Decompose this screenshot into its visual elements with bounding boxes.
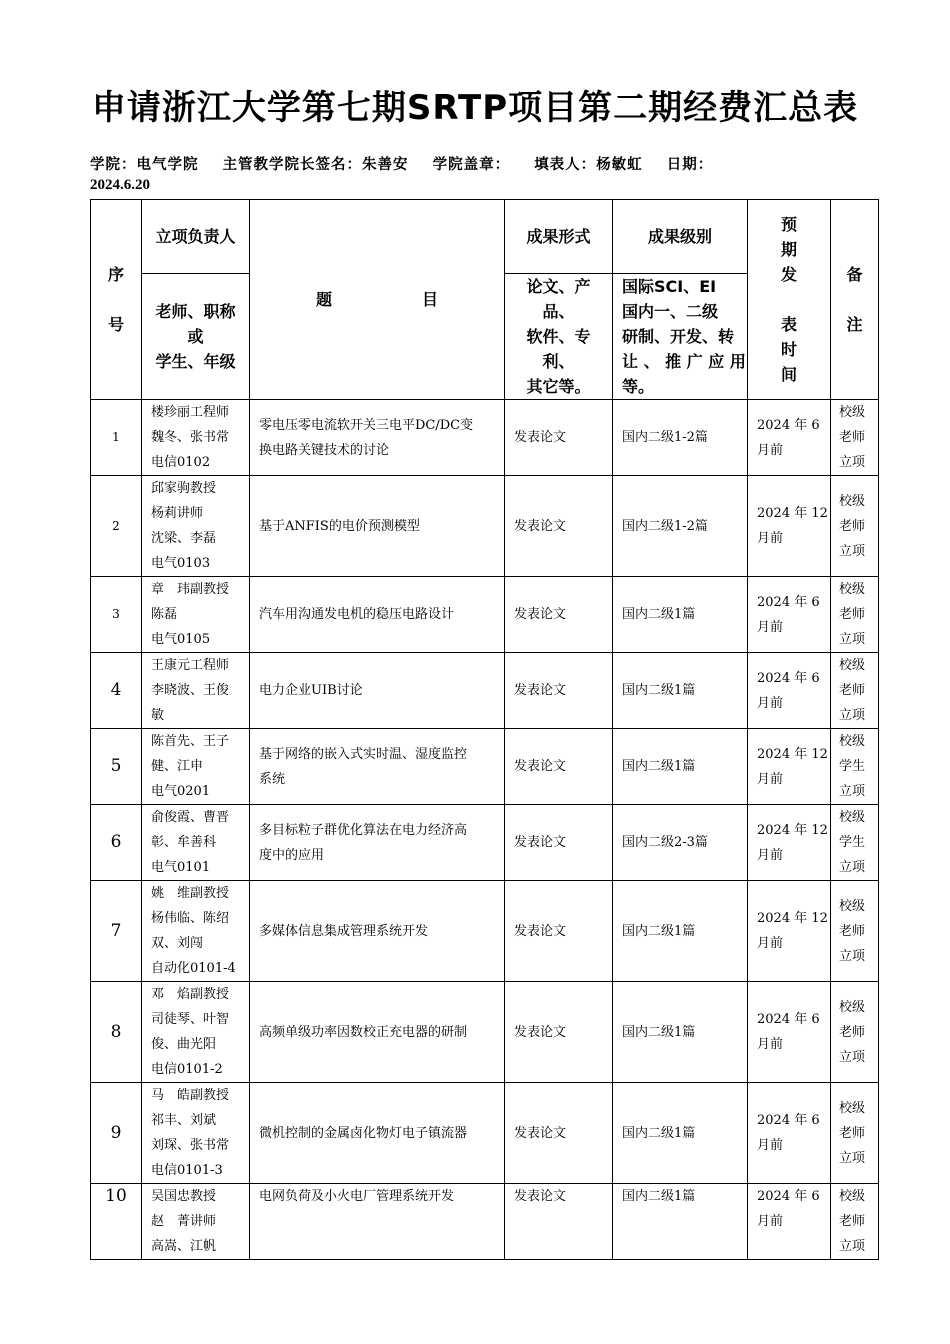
header-time-line <box>748 287 830 312</box>
row-leader-line: 吴国忠教授 <box>151 1189 217 1204</box>
row-level: 国内二级1篇 <box>613 881 748 982</box>
row-note <box>831 881 879 982</box>
row-leader-line: 陈首先、王子 <box>151 734 230 749</box>
table-row <box>91 577 879 653</box>
row-form: 发表论文 <box>505 805 613 881</box>
row-leader-line: 高嵩、江帆 <box>151 1239 217 1254</box>
row-leader-line: 司徒琴、叶智 <box>151 1012 230 1027</box>
row-form: 发表论文 <box>505 1083 613 1184</box>
row-note-line: 老师 <box>839 607 866 622</box>
row-note-line: 立项 <box>839 860 866 875</box>
row-topic-line: 多媒体信息集成管理系统开发 <box>259 923 429 939</box>
row-note-line: 校级 <box>839 493 866 509</box>
row-leader <box>142 805 250 881</box>
header-time <box>748 200 831 400</box>
row-level: 国内二级1篇 <box>613 577 748 653</box>
filler-field: 填表人：杨敏虹 <box>534 157 643 173</box>
row-time-line: 2024 年 12 <box>757 911 828 926</box>
row-topic-line: 零电压零电流软开关三电平DC/DC变 <box>259 417 474 433</box>
header-level-sub-line: 国内一、二级 <box>622 302 719 321</box>
row-note-line: 校级 <box>839 734 866 749</box>
row-note <box>831 653 879 729</box>
row-leader-line: 电信0101-3 <box>151 1163 223 1178</box>
header-form-sub-line: 软件、专 <box>526 327 591 346</box>
row-leader-line: 自动化0101-4 <box>151 961 236 976</box>
row-time-line: 月前 <box>757 771 784 787</box>
row-time-line: 2024 年 6 <box>757 670 820 686</box>
row-leader-line: 电信0102 <box>151 455 211 470</box>
row-form: 发表论文 <box>505 653 613 729</box>
row-leader-line: 楼珍丽工程师 <box>151 405 230 420</box>
header-level-sub-line: 研制、开发、转 <box>622 327 735 346</box>
page-title: 申请浙江大学第七期SRTP项目第二期经费汇总表 <box>91 88 859 128</box>
date-label: 日期： <box>666 157 714 173</box>
row-note-line: 立项 <box>839 948 866 964</box>
row-leader-line: 王康元工程师 <box>151 658 230 673</box>
row-leader-line: 沈梁、李磊 <box>151 531 217 546</box>
row-note <box>831 729 879 805</box>
row-note-line: 立项 <box>839 1150 866 1166</box>
row-note <box>831 982 879 1083</box>
row-time <box>748 729 831 805</box>
header-leader-sub <box>142 274 250 400</box>
row-form: 发表论文 <box>505 400 613 476</box>
row-leader <box>142 982 250 1083</box>
row-time-line: 2024 年 6 <box>757 1012 820 1027</box>
row-leader <box>142 653 250 729</box>
table-row <box>91 729 879 805</box>
row-note-line: 老师 <box>839 1214 866 1229</box>
row-time-line: 月前 <box>757 847 784 863</box>
row-leader-line: 马 皓副教授 <box>151 1088 230 1103</box>
row-note-line: 立项 <box>839 1239 866 1254</box>
table-row <box>91 653 879 729</box>
row-seq: 10 <box>91 1184 142 1260</box>
row-seq: 9 <box>91 1083 142 1184</box>
row-form: 发表论文 <box>505 476 613 577</box>
row-note-line: 老师 <box>839 683 866 698</box>
row-note-line: 老师 <box>839 1125 866 1141</box>
header-level: 成果级别 <box>613 200 748 274</box>
row-topic <box>250 805 505 881</box>
row-note-line: 校级 <box>839 1189 866 1204</box>
table-row <box>91 400 879 476</box>
row-topic <box>250 400 505 476</box>
form-meta <box>90 155 890 195</box>
row-level: 国内二级1篇 <box>613 1184 748 1260</box>
header-leader-sub-line: 老师、职称 <box>155 302 236 321</box>
row-time <box>748 653 831 729</box>
row-seq: 4 <box>91 653 142 729</box>
header-form-sub <box>505 274 613 400</box>
row-note <box>831 805 879 881</box>
row-seq: 8 <box>91 982 142 1083</box>
row-time-line: 2024 年 12 <box>757 822 828 838</box>
header-seq: 序 号 <box>91 200 142 400</box>
row-leader <box>142 400 250 476</box>
row-note-line: 立项 <box>839 784 866 799</box>
header-time-line: 间 <box>780 365 797 384</box>
row-time <box>748 881 831 982</box>
header-time-line: 发 <box>780 265 797 284</box>
row-note-line: 校级 <box>839 898 866 914</box>
row-leader-line: 健、江申 <box>151 759 204 774</box>
row-level: 国内二级1篇 <box>613 1083 748 1184</box>
table-row <box>91 1083 879 1184</box>
row-leader-line: 敏 <box>151 708 165 723</box>
row-leader-line: 赵 菁讲师 <box>151 1214 217 1229</box>
row-time-line: 月前 <box>757 531 784 546</box>
row-time-line: 月前 <box>757 936 784 951</box>
row-topic-line: 基于ANFIS的电价预测模型 <box>259 518 420 534</box>
row-time <box>748 805 831 881</box>
table-row <box>91 881 879 982</box>
row-time-line: 2024 年 6 <box>757 1113 820 1128</box>
row-level: 国内二级1-2篇 <box>613 476 748 577</box>
row-leader <box>142 1083 250 1184</box>
row-note-line: 老师 <box>839 430 866 445</box>
row-leader-line: 电气0201 <box>151 784 211 799</box>
row-level: 国内二级1篇 <box>613 729 748 805</box>
row-time-line: 月前 <box>757 1214 784 1229</box>
row-leader-line: 电气0105 <box>151 632 211 647</box>
row-time <box>748 982 831 1083</box>
row-topic-line: 电网负荷及小火电厂管理系统开发 <box>259 1189 455 1204</box>
table-row <box>91 476 879 577</box>
row-leader-line: 俞俊霞、曹晋 <box>151 810 230 825</box>
row-time-line: 2024 年 6 <box>757 1189 820 1204</box>
row-form: 发表论文 <box>505 729 613 805</box>
row-leader-line: 祁丰、刘斌 <box>151 1113 217 1128</box>
table-row <box>91 805 879 881</box>
row-level: 国内二级1篇 <box>613 653 748 729</box>
header-level-sub-line: 等。 <box>622 377 655 396</box>
row-note-line: 校级 <box>839 405 866 420</box>
row-topic <box>250 1083 505 1184</box>
header-leader-sub-line: 或 <box>187 327 204 346</box>
college-stamp-field: 学院盖章： <box>432 157 511 173</box>
row-time-line: 2024 年 12 <box>757 746 828 762</box>
row-topic-line: 度中的应用 <box>259 847 325 863</box>
header-form-sub-line: 品、 <box>542 302 575 321</box>
header-time-line: 表 <box>780 315 797 334</box>
header-time-line: 时 <box>780 340 797 359</box>
row-time-line: 月前 <box>757 442 784 458</box>
row-time-line: 月前 <box>757 619 784 635</box>
row-leader <box>142 577 250 653</box>
row-note-line: 学生 <box>839 759 866 774</box>
row-leader-line: 电信0101-2 <box>151 1062 223 1077</box>
header-leader: 立项负责人 <box>142 200 250 274</box>
row-topic <box>250 476 505 577</box>
row-note-line: 校级 <box>839 582 866 597</box>
row-time <box>748 400 831 476</box>
row-leader-line: 电气0103 <box>151 556 211 571</box>
row-level: 国内二级2-3篇 <box>613 805 748 881</box>
header-note: 备 注 <box>831 200 879 400</box>
row-note-line: 校级 <box>839 1100 866 1116</box>
row-leader-line: 杨伟临、陈绍 <box>151 911 230 926</box>
row-form: 发表论文 <box>505 982 613 1083</box>
row-note <box>831 400 879 476</box>
row-note-line: 立项 <box>839 708 866 723</box>
row-topic <box>250 653 505 729</box>
dean-signature-field: 主管教学院长签名：朱善安 <box>222 157 409 173</box>
row-note <box>831 476 879 577</box>
row-time-line: 2024 年 6 <box>757 594 820 610</box>
row-leader-line: 彰、牟善科 <box>151 835 217 850</box>
row-topic-line: 换电路关键技术的讨论 <box>259 442 390 458</box>
header-topic: 题 目 <box>250 200 505 400</box>
row-topic-line: 高频单级功率因数校正充电器的研制 <box>259 1024 468 1040</box>
row-note-line: 学生 <box>839 835 866 850</box>
row-leader-line: 邱家驹教授 <box>151 481 217 496</box>
row-seq: 2 <box>91 476 142 577</box>
row-topic <box>250 1184 505 1260</box>
row-leader-line: 双、刘闯 <box>151 936 204 951</box>
header-form-sub-line: 利、 <box>542 352 575 371</box>
row-topic <box>250 577 505 653</box>
row-leader-line: 李晓波、王俊 <box>151 683 230 698</box>
row-note-line: 立项 <box>839 1049 866 1065</box>
row-note-line: 校级 <box>839 999 866 1015</box>
row-time <box>748 476 831 577</box>
row-topic-line: 微机控制的金属卤化物灯电子镇流器 <box>259 1125 468 1141</box>
row-note <box>831 577 879 653</box>
row-note-line: 立项 <box>839 455 866 470</box>
header-form-sub-line: 论文、产 <box>526 277 591 296</box>
header-level-sub-line: 让 、 推 广 应 用 <box>622 352 746 371</box>
row-note-line: 立项 <box>839 543 866 559</box>
table-row <box>91 1184 879 1260</box>
header-time-line: 预 <box>780 215 797 234</box>
row-leader <box>142 476 250 577</box>
date-value: 2024.6.20 <box>90 177 150 193</box>
row-form: 发表论文 <box>505 881 613 982</box>
row-topic <box>250 729 505 805</box>
row-leader-line: 刘琛、张书常 <box>151 1138 230 1153</box>
row-note-line: 校级 <box>839 810 866 825</box>
row-leader <box>142 729 250 805</box>
row-time-line: 2024 年 12 <box>757 506 828 521</box>
funding-summary-table <box>90 199 879 1260</box>
header-form-sub-line: 其它等。 <box>526 377 591 396</box>
row-leader-line: 魏冬、张书常 <box>151 430 230 445</box>
header-leader-sub-line: 学生、年级 <box>155 352 236 371</box>
row-time-line: 月前 <box>757 1138 784 1153</box>
table-row <box>91 982 879 1083</box>
row-topic-line: 电力企业UIB讨论 <box>259 683 363 698</box>
header-level-sub <box>613 274 748 400</box>
header-level-sub-line: 国际SCI、EI <box>622 277 717 296</box>
row-time <box>748 577 831 653</box>
row-topic <box>250 881 505 982</box>
row-note-line: 校级 <box>839 658 866 673</box>
row-form: 发表论文 <box>505 577 613 653</box>
header-time-line: 期 <box>780 240 797 259</box>
row-time-line: 2024 年 6 <box>757 417 820 433</box>
row-note-line: 老师 <box>839 1024 866 1040</box>
row-seq: 1 <box>91 400 142 476</box>
row-seq: 3 <box>91 577 142 653</box>
row-time-line: 月前 <box>757 1037 784 1052</box>
row-leader-line: 陈磊 <box>151 607 178 622</box>
row-note-line: 老师 <box>839 518 866 534</box>
row-topic-line: 系统 <box>259 771 286 787</box>
row-leader-line: 俊、曲光阳 <box>151 1037 217 1052</box>
row-leader <box>142 881 250 982</box>
row-leader-line: 邓 焰副教授 <box>151 987 230 1002</box>
row-topic <box>250 982 505 1083</box>
row-seq: 7 <box>91 881 142 982</box>
row-note <box>831 1083 879 1184</box>
row-leader-line: 电气0101 <box>151 860 211 875</box>
row-seq: 5 <box>91 729 142 805</box>
row-seq: 6 <box>91 805 142 881</box>
row-leader-line: 杨莉讲师 <box>151 506 204 521</box>
row-level: 国内二级1篇 <box>613 982 748 1083</box>
college-field: 学院：电气学院 <box>90 157 199 173</box>
row-leader-line: 姚 维副教授 <box>151 886 230 901</box>
row-time <box>748 1184 831 1260</box>
row-time <box>748 1083 831 1184</box>
row-form: 发表论文 <box>505 1184 613 1260</box>
row-note-line: 立项 <box>839 632 866 647</box>
row-topic-line: 多目标粒子群优化算法在电力经济高 <box>259 822 468 838</box>
row-time-line: 月前 <box>757 695 784 711</box>
row-note <box>831 1184 879 1260</box>
row-leader <box>142 1184 250 1260</box>
header-form: 成果形式 <box>505 200 613 274</box>
row-topic-line: 汽车用沟通发电机的稳压电路设计 <box>259 607 455 622</box>
row-level: 国内二级1-2篇 <box>613 400 748 476</box>
row-leader-line: 章 玮副教授 <box>151 582 230 597</box>
row-note-line: 老师 <box>839 923 866 939</box>
row-topic-line: 基于网络的嵌入式实时温、湿度监控 <box>259 746 468 762</box>
